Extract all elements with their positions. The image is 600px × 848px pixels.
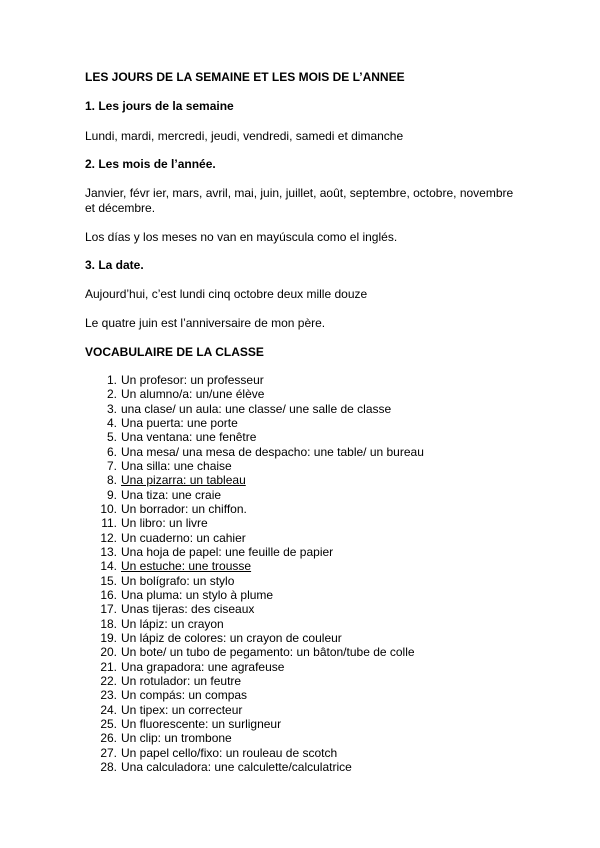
list-item-number: 11. — [101, 516, 117, 531]
list-item-text: Una pizarra: un tableau — [121, 473, 246, 488]
list-item — [0, 617, 600, 631]
list-item-text: Un lápiz de colores: un crayon de couleur — [121, 630, 342, 645]
list-item-number: 9. — [106, 487, 117, 502]
list-item-number: 23. — [100, 688, 117, 703]
list-item-text: Una ventana: une fenêtre — [121, 430, 257, 445]
list-item — [0, 703, 600, 717]
list-item-number: 7. — [106, 458, 117, 473]
list-item — [0, 631, 600, 645]
list-item — [0, 660, 600, 674]
list-item-text: Una calculadora: une calculette/calculatrice — [121, 759, 352, 774]
list-item — [0, 574, 600, 588]
list-item-number: 5. — [106, 430, 117, 445]
list-item — [0, 602, 600, 616]
list-item — [0, 502, 600, 516]
list-item-text: Un estuche: une trousse — [121, 559, 252, 574]
list-item-text: Una tiza: une craie — [121, 487, 222, 502]
list-item-number: 3. — [106, 401, 117, 416]
document-title: LES JOURS DE LA SEMAINE ET LES MOIS DE L’ANNEE — [85, 70, 405, 84]
list-item-text: Un bolígrafo: un stylo — [121, 573, 235, 588]
months-note: Los días y los meses no van en mayúscula como el inglés. — [85, 230, 398, 244]
list-item — [0, 516, 600, 530]
list-item-number: 13. — [100, 544, 117, 559]
list-item-number: 21. — [100, 659, 117, 674]
list-item — [0, 531, 600, 545]
list-item-text: Una grapadora: une agrafeuse — [121, 659, 285, 674]
list-item — [0, 387, 600, 401]
list-item-text: Un tipex: un correcteur — [121, 702, 243, 717]
list-item-text: Un alumno/a: un/une élève — [121, 387, 265, 402]
list-item-number: 12. — [100, 530, 117, 545]
section-heading-date: 3. La date. — [85, 258, 144, 272]
list-item — [0, 760, 600, 774]
list-item-text: Una mesa/ una mesa de despacho: une table/ un bureau — [121, 444, 424, 459]
list-item-text: Un fluorescente: un surligneur — [121, 716, 282, 731]
list-item-number: 16. — [100, 587, 117, 602]
list-item-number: 28. — [100, 759, 117, 774]
list-item-number: 2. — [106, 387, 117, 402]
list-item — [0, 688, 600, 702]
date-example-today: Aujourd’hui, c’est lundi cinq octobre deux mille douze — [85, 287, 368, 301]
list-item-text: Una silla: une chaise — [121, 458, 232, 473]
list-item — [0, 731, 600, 745]
list-item-number: 1. — [106, 373, 117, 387]
list-item-text: Un cuaderno: un cahier — [121, 530, 246, 545]
list-item — [0, 373, 600, 387]
list-item-text: Una hoja de papel: une feuille de papier — [121, 544, 334, 559]
list-item-text: Un clip: un trombone — [121, 731, 232, 746]
list-item-text: Un profesor: un professeur — [121, 373, 264, 387]
list-item-number: 10. — [100, 501, 117, 516]
list-item — [0, 488, 600, 502]
list-item — [0, 430, 600, 444]
list-item-text: Unas tijeras: des ciseaux — [121, 602, 255, 617]
list-item-number: 27. — [100, 745, 117, 760]
section-heading-months: 2. Les mois de l’année. — [85, 157, 216, 171]
list-item-text: Un borrador: un chiffon. — [121, 501, 247, 516]
list-item — [0, 645, 600, 659]
list-item-text: Un papel cello/fixo: un rouleau de scotch — [121, 745, 338, 760]
list-item-text: Un bote/ un tubo de pegamento: un bâton/tube de colle — [121, 645, 415, 660]
list-item-text: Una puerta: une porte — [121, 415, 238, 430]
date-example-birthday: Le quatre juin est l’anniversaire de mon père. — [85, 316, 326, 330]
list-item — [0, 588, 600, 602]
list-item-text: Un compás: un compas — [121, 688, 248, 703]
list-item — [0, 746, 600, 760]
vocabulary-heading: VOCABULAIRE DE LA CLASSE — [85, 345, 264, 359]
list-item-text: Una pluma: un stylo à plume — [121, 587, 274, 602]
list-item-number: 25. — [100, 716, 117, 731]
list-item-number: 18. — [100, 616, 117, 631]
list-item-number: 14. — [100, 559, 117, 574]
list-item-number: 24. — [100, 702, 117, 717]
list-item-number: 26. — [100, 731, 117, 746]
list-item-number: 8. — [106, 473, 117, 488]
list-item-text: Un lápiz: un crayon — [121, 616, 224, 631]
list-item — [0, 459, 600, 473]
vocabulary-list — [0, 373, 600, 774]
list-item-number: 4. — [106, 415, 117, 430]
list-item — [0, 717, 600, 731]
list-item — [0, 545, 600, 559]
list-item — [0, 674, 600, 688]
list-item — [0, 402, 600, 416]
list-item — [0, 416, 600, 430]
list-item-number: 17. — [100, 602, 117, 617]
list-item-number: 6. — [106, 444, 117, 459]
days-paragraph: Lundi, mardi, mercredi, jeudi, vendredi, samedi et dimanche — [85, 129, 404, 143]
list-item-number: 19. — [100, 630, 117, 645]
list-item-text: una clase/ un aula: une classe/ une salle de classe — [121, 401, 392, 416]
list-item-number: 22. — [100, 673, 117, 688]
list-item-text: Un libro: un livre — [121, 516, 208, 531]
section-heading-days: 1. Les jours de la semaine — [85, 99, 234, 113]
list-item-number: 15. — [100, 573, 117, 588]
list-item-text: Un rotulador: un feutre — [121, 673, 242, 688]
list-item — [0, 559, 600, 573]
months-paragraph: Janvier, févr ier, mars, avril, mai, juin, juillet, août, septembre, octobre, novembre et décembre. — [85, 186, 514, 215]
list-item-number: 20. — [100, 645, 117, 660]
list-item — [0, 473, 600, 487]
list-item — [0, 445, 600, 459]
